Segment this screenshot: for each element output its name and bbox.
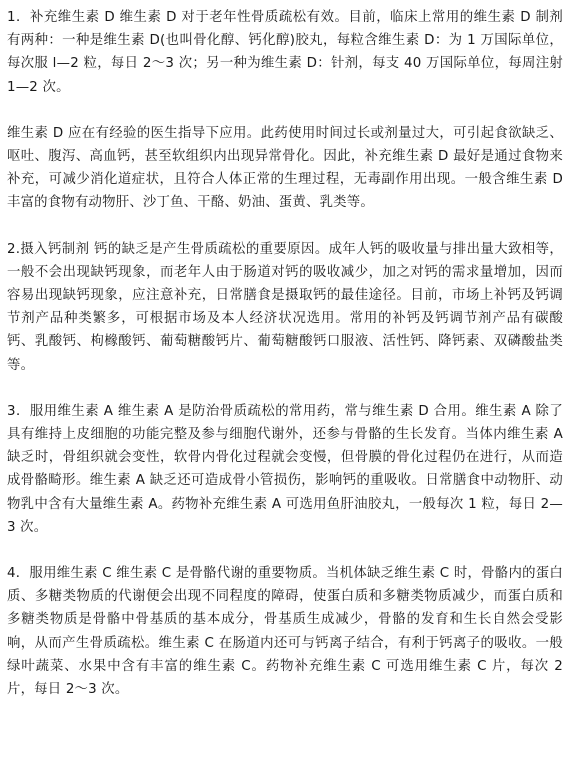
paragraph-vitamin-d-guidance: 维生素 D 应在有经验的医生指导下应用。此药使用时间过长或剂量过大，可引起食欲缺乏、呕吐、腹泻、高血钙，甚至软组织内出现异常骨化。因此，补充维生素 D 最好是通过食物来补充，可减少消化道症状，且符合人体正常的生理过程，无毒副作用出现。一般含维生素 D 丰富的食物有动物肝、沙丁鱼、干酪、奶油、蛋黄、乳类等。 xyxy=(7,125,563,211)
paragraph-spacer xyxy=(7,215,563,238)
paragraph-spacer xyxy=(7,99,563,122)
paragraph-vitamin-c: 4．服用维生素 C 维生素 C 是骨骼代谢的重要物质。当机体缺乏维生素 C 时，骨骼内的蛋白质、多糖类物质的代谢便会出现不同程度的障碍，使蛋白质和多糖类物质减少，而蛋白质和多糖类物质是骨骼中骨基质的基本成分，骨基质生成减少，骨骼的发育和生长自然会受影响，从而产生骨质疏松。维生素 C 在肠道内还可与钙离子结合，有利于钙离子的吸收。一般绿叶蔬菜、水果中含有丰富的维生素 C。药物补充维生素 C 可选用维生素 C 片，每次 2 片，每日 2～3 次。 xyxy=(7,566,563,698)
paragraph-vitamin-a: 3．服用维生素 A 维生素 A 是防治骨质疏松的常用药，常与维生素 D 合用。维生素 A 除了具有维持上皮细胞的功能完整及参与细胞代谢外，还参与骨骼的生长发育。当体内维生素 A 缺乏时，骨组织就会变性，软骨内骨化过程就会变慢，但骨膜的骨化过程仍在进行，从而造成骨骼畸形。维生素 A 缺乏还可造成骨小管损伤，影响钙的重吸收。日常膳食中动物肝、动物乳中含有大量维生素 A。药物补充维生素 A 可选用鱼肝油胶丸，一般每次 1 粒，每日 2—3 次。 xyxy=(7,403,563,535)
paragraph-spacer xyxy=(7,539,563,562)
paragraph-calcium: 2.摄入钙制剂 钙的缺乏是产生骨质疏松的重要原因。成年人钙的吸收量与排出量大致相等，一般不会出现缺钙现象，而老年人由于肠道对钙的吸收减少，加之对钙的需求量增加，因而容易出现缺钙现象，应注意补充，日常膳食是摄取钙的最佳途径。目前，市场上补钙及钙调节剂产品种类繁多，可根据市场及本人经济状况选用。常用的补钙及钙调节剂产品有碳酸钙、乳酸钙、枸橼酸钙、葡萄糖酸钙片、葡萄糖酸钙口服液、活性钙、降钙素、双磷酸盐类等。 xyxy=(7,241,563,373)
paragraph-vitamin-d: 1．补充维生素 D 维生素 D 对于老年性骨质疏松有效。目前，临床上常用的维生素 D 制剂有两种：一种是维生素 D(也叫骨化醇、钙化醇)胶丸，每粒含维生素 D：为 1 万国际单位，每次服 l—2 粒，每日 2～3 次；另一种为维生素 D：针剂，每支 40 万国际单位，每周注射 1—2 次。 xyxy=(7,10,563,95)
paragraph-spacer xyxy=(7,377,563,400)
